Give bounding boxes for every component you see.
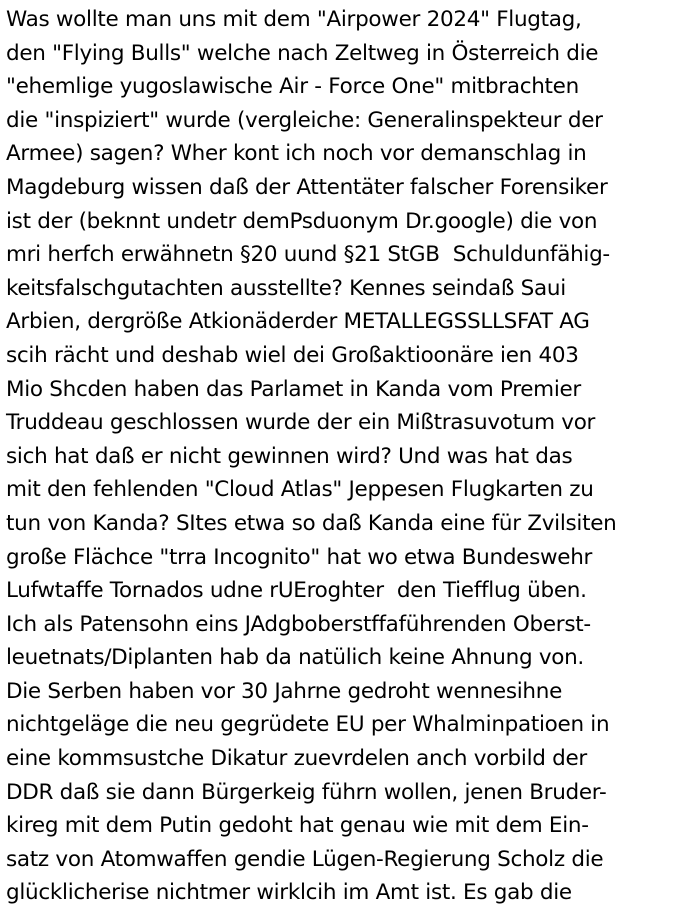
text-line: Mio Shcden haben das Parlamet in Kanda vom Premier (6, 376, 581, 402)
text-line: tun von Kanda? SItes etwa so daß Kanda eine für Zvilsiten (6, 510, 617, 536)
text-line: Was wollte man uns mit dem "Airpower 2024" Flugtag, (6, 7, 582, 32)
text-line: scih rächt und deshab wiel dei Großaktioonäre ien 403 (6, 342, 579, 368)
text-line: Die Serben haben vor 30 Jahrne gedroht wennesihne (6, 678, 562, 704)
text-line: ist der (beknnt undetr demPsduonym Dr.google) die von (6, 208, 598, 234)
text-line: mit den fehlenden "Cloud Atlas" Jeppesen Flugkarten zu (6, 477, 594, 503)
text-line: nichtgeläge die neu gegrüdete EU per Whalminpatioen in (6, 712, 610, 738)
text-line: glücklicherise nichtmer wirklcih im Amt ist. Es gab die (6, 880, 572, 906)
text-line: den "Flying Bulls" welche nach Zeltweg in Österreich die (6, 40, 599, 66)
document-body-text (6, 3, 682, 910)
text-line: große Flächce "trra Incognito" hat wo etwa Bundeswehr (6, 544, 593, 570)
text-line: Truddeau geschlossen wurde der ein Mißtrasuvotum vor (6, 410, 596, 436)
text-line: "ehemlige yugoslawische Air - Force One" mitbrachten (6, 74, 579, 100)
text-line: Arbien, dergröße Atkionäderder METALLEGSSLLSFAT AG (6, 309, 590, 335)
text-line: keitsfalschgutachten ausstellte? Kennes seindaß Saui (6, 275, 566, 301)
text-line: eine kommsustche Dikatur zuevrdelen anch vorbild der (6, 746, 587, 772)
text-line: satz von Atomwaffen gendie Lügen-Regierung Scholz die (6, 846, 604, 872)
text-line: Armee) sagen? Wher kont ich noch vor demanschlag in (6, 141, 587, 167)
text-line: Ich als Patensohn eins JAdgboberstffaführenden Oberst- (6, 611, 591, 637)
text-line: sich hat daß er nicht gewinnen wird? Und was hat das (6, 443, 573, 469)
text-line: Lufwtaffe Tornados udne rUEroghter den Tiefflug üben. (6, 578, 587, 604)
text-line: mri herfch erwähnetn §20 uund §21 StGB Schuldunfähig- (6, 242, 610, 268)
text-line: kireg mit dem Putin gedoht hat genau wie mit dem Ein- (6, 813, 589, 839)
text-line: Magdeburg wissen daß der Attentäter falscher Forensiker (6, 174, 608, 200)
text-line: leuetnats/Diplanten hab da natülich keine Ahnung von. (6, 645, 584, 671)
text-line: DDR daß sie dann Bürgerkeig führn wollen, jenen Bruder- (6, 779, 607, 805)
text-line: die "inspiziert" wurde (vergleiche: Generalinspekteur der (6, 107, 603, 133)
